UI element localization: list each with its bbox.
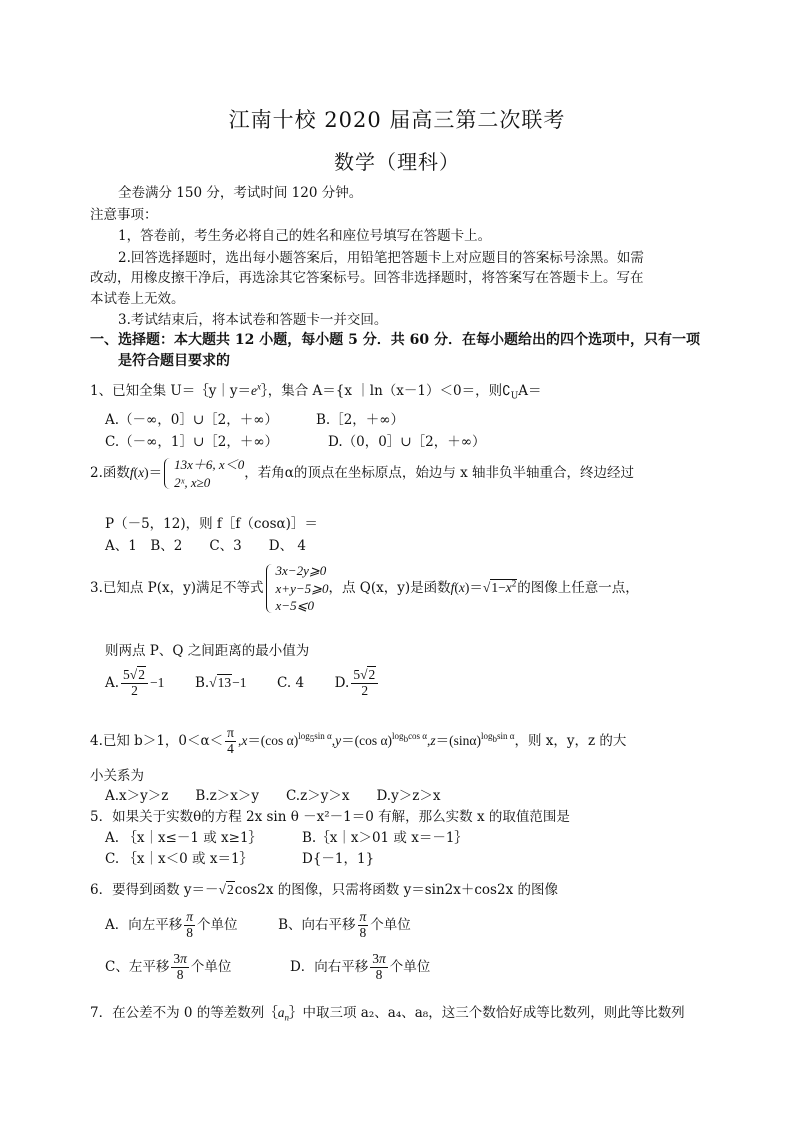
q4-formulas: ,x＝(cos α)$^{log_5sin \alpha}$,y＝(cos $\alpha)^{log_bcos \alpha},z=(\sin\alpha)^{log_bsin \alpha}$ xyxy=(237,731,515,748)
q4-stem-post: ，则 x，y，z 的大 xyxy=(514,732,627,749)
q2-lead: 2.函数 xyxy=(90,465,130,482)
q3-opt-a-formula: $\frac{5√2}{2}$ xyxy=(121,668,148,699)
q7-an: $a_n$ xyxy=(277,1005,290,1023)
q6-stem-post: cos2x 的图像，只需将函数 y＝sin2x＋cos2x 的图像 xyxy=(234,882,558,898)
q6-opt-d-frac: $\frac{3\pi}{8}$ xyxy=(372,951,386,982)
q2-case-1: 13x＋6, x＜0 xyxy=(174,457,245,472)
q1-opt-a: A.（－∞，0］∪［2，＋∞） xyxy=(105,412,279,428)
q6-opt-c-frac: $\frac{3\pi}{8}$ xyxy=(173,951,187,982)
q3-opt-d: D. xyxy=(334,674,350,691)
q5-opt-d: D{－1，1} xyxy=(302,851,375,867)
q3-stem-line2: 则两点 P、Q 之间距离的最小值为 xyxy=(105,643,310,659)
q5-opt-a: A. ｛x｜x≤－1 或 x≥1｝ xyxy=(105,830,263,846)
notice-heading: 注意事项： xyxy=(90,207,158,223)
q2-piecewise xyxy=(162,456,244,491)
q6-stem xyxy=(90,878,558,898)
q3-opt-a: A. xyxy=(105,674,120,691)
q3-opt-d-formula: $\frac{5√2}{2}$ xyxy=(351,668,378,699)
q7-stem-pre: 7．在公差不为 0 的等差数列｛ xyxy=(90,1005,278,1021)
q2-stem xyxy=(90,456,634,491)
q6-opt-a-frac: $\frac{\pi}{8}$ xyxy=(186,909,194,940)
q1-stem-post: ｝，集合 A＝{x ｜ln（x－1）＜0＝，则∁ xyxy=(261,383,511,399)
section1-heading-a: 一、选择题：本大题共 12 小题，每小题 5 分．共 60 分．在每小题给出的四个选项中，只有一项 xyxy=(90,332,700,348)
q5-opt-b: B.｛x｜x＞01 或 x＝－1｝ xyxy=(302,830,468,846)
q6-sqrt2: √2 xyxy=(218,882,234,897)
q6-opt-c: C、左平移 xyxy=(105,958,170,975)
q7-stem-post: ｝中取三项 a₂、a₄、a₈，这三个数恰好成等比数列，则此等比数列 xyxy=(289,1005,685,1021)
q6-opt-b: B、向右平移 xyxy=(278,916,356,933)
q2-stem-post: ，若角α的顶点在坐标原点，始边与 x 轴非负半轴重合，终边经过 xyxy=(244,465,635,482)
q6-opt-b-frac: $\frac{\pi}{8}$ xyxy=(359,909,367,940)
q4-options: A.x＞y＞z B.z＞x＞y C.z＞y＞x D.y＞z＞x xyxy=(105,788,441,804)
q4-stem-line2: 小关系为 xyxy=(90,768,144,784)
q3-opt-c: C. 4 xyxy=(277,674,305,691)
q3-ineq-2: x+y−5⩾0 xyxy=(275,580,329,596)
notice-2b: 改动，用橡皮擦干净后，再选涂其它答案标号。回答非选择题时，将答案写在答题卡上。写在 xyxy=(90,270,644,286)
q3-func-formula: $f(x)=√1-x^2$ xyxy=(450,578,517,595)
notice-1: 1，答卷前，考生务必将自己的姓名和座位号填写在答题卡上。 xyxy=(118,228,492,244)
q1-opt-c: C.（－∞，1］∪［2，＋∞） xyxy=(105,434,279,450)
notice-3: 3.考试结束后，将本试卷和答题卡一并交回。 xyxy=(118,312,388,328)
q2-options: A、1 B、2 C、3 D、 4 xyxy=(105,538,306,554)
q6-options-row2 xyxy=(105,952,430,983)
q2-func-formula: f(x)＝ xyxy=(129,465,163,481)
q3-stem-post: 的图像上任意一点， xyxy=(517,579,639,596)
q3-opt-b: B. xyxy=(194,674,210,691)
q1-exp-formula: $e^x$ xyxy=(251,381,262,398)
q1-opt-b: B.［2，＋∞） xyxy=(316,412,405,428)
score-line: 全卷满分 150 分，考试时间 120 分钟。 xyxy=(118,185,363,201)
q6-unit-c: 个单位 xyxy=(190,958,232,975)
q2-case-2: 2ˣ, x≥0 xyxy=(174,474,211,490)
q5-stem: 5．如果关于实数θ的方程 2x sin θ －x²－1＝0 有解，那么实数 x 的取值范围是 xyxy=(90,809,570,825)
q1-stem: 1、已知全集 $U=\{y|y=e^x\}$，集合 A＝{x ｜ln（x－1）＜0＝，则$∁_UA=$ xyxy=(90,381,542,402)
q6-opt-a: A．向左平移 xyxy=(105,916,183,933)
q4-pi-over-4: $\frac{\pi}{4}$ xyxy=(227,725,234,756)
q1-stem-end: A＝ xyxy=(518,383,542,399)
q3-stem-mid: ，点 Q(x，y)是函数 xyxy=(328,579,451,596)
q4-lead: 4.已知 b＞1，0＜α＜ xyxy=(90,732,224,749)
q3-opt-b-formula: √13−1 xyxy=(209,674,247,690)
q2-stem-line2: P（－5，12)，则 f［f（cosα)］＝ xyxy=(105,516,318,532)
q7-stem xyxy=(90,1001,685,1023)
notice-2a: 2.回答选择题时，选出每小题答案后，用铅笔把答题卡上对应题目的答案标号涂黑。如需 xyxy=(118,250,644,266)
q6-options-row1 xyxy=(105,910,411,941)
q3-lead: 3.已知点 P(x，y)满足不等式 xyxy=(90,579,264,596)
exam-subtitle: 数学（理科） xyxy=(334,150,460,174)
exam-title: 江南十校 2020 届高三第二次联考 xyxy=(228,108,566,132)
q6-unit-a: 个单位 xyxy=(197,916,238,933)
section1-heading-b: 是符合题目要求的 xyxy=(118,353,230,369)
q3-ineq-1: 3x−2y⩾0 xyxy=(275,563,327,578)
q4-stem xyxy=(90,726,626,757)
q1-opt-d: D.（0，0］∪［2，＋∞） xyxy=(328,434,486,450)
q6-stem-pre: 6．要得到函数 y＝－ xyxy=(90,882,219,898)
q1-stem-pre: 1、已知全集 U＝｛y｜y＝ xyxy=(90,383,252,399)
q5-opt-c: C. ｛x｜x＜0 或 x＝1｝ xyxy=(105,851,254,867)
q3-ineq-3: x−5⩽0 xyxy=(275,598,314,614)
q3-stem xyxy=(90,562,639,615)
notice-2c: 本试卷上无效。 xyxy=(90,291,185,307)
q3-options: A. $\frac{5√2}{2}$ −1 B.√13−1 C. 4 D. $\frac{5√2}{2}$ xyxy=(105,668,380,699)
q3-system xyxy=(264,562,329,615)
q6-unit-b: 个单位 xyxy=(370,916,411,933)
q6-opt-d: D．向右平移 xyxy=(289,958,369,975)
q6-unit-d: 个单位 xyxy=(389,958,431,975)
